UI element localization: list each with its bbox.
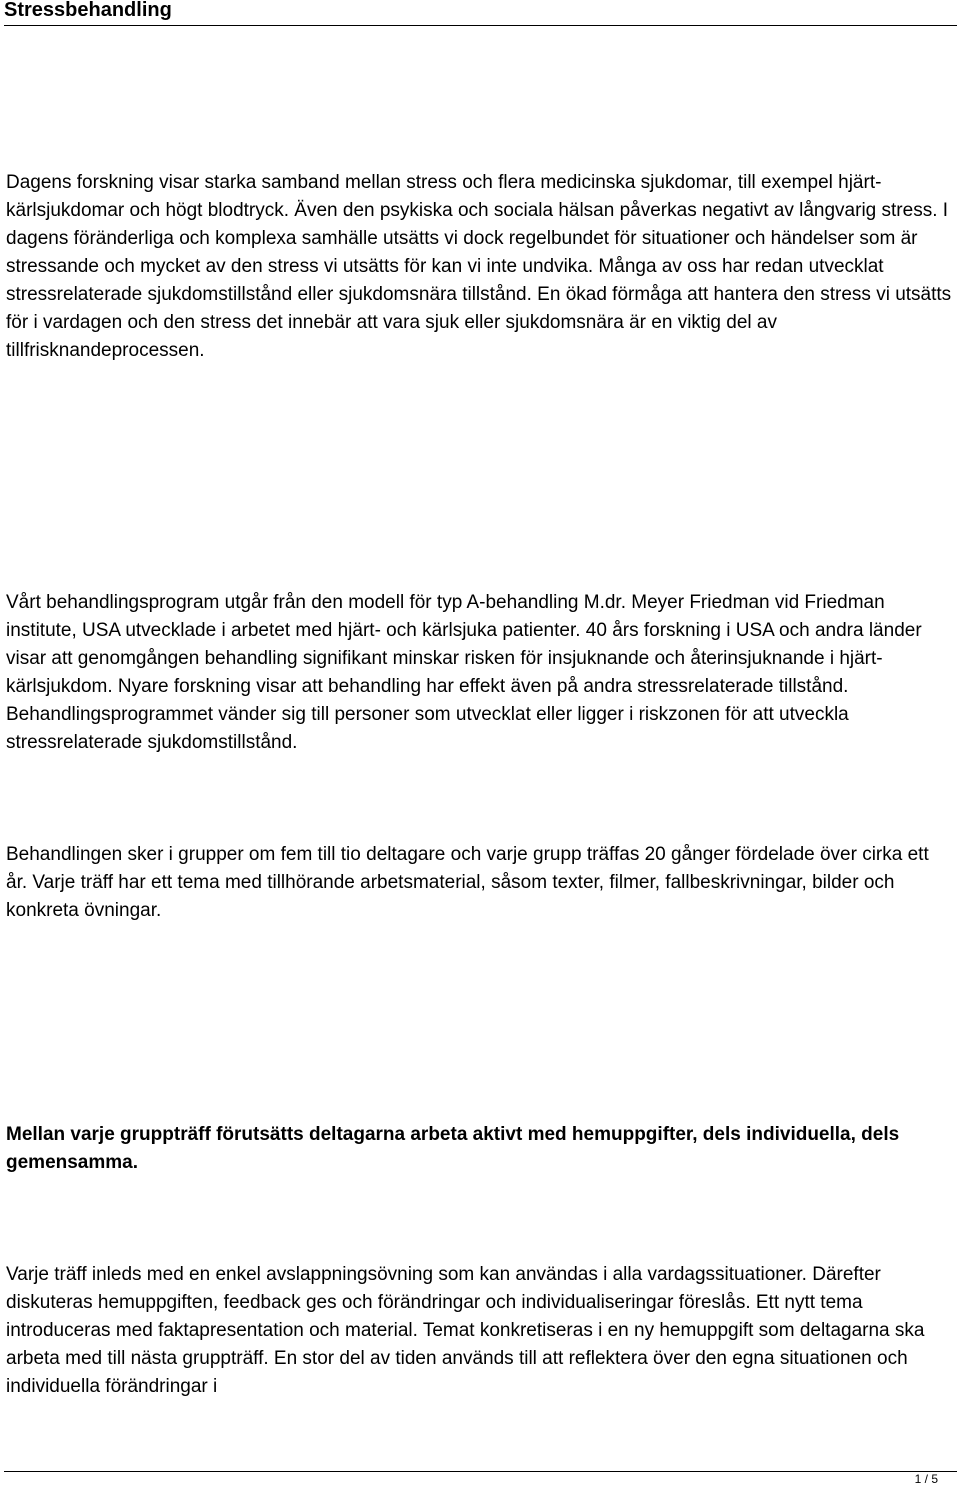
paragraph-session-structure: Varje träff inleds med en enkel avslappningsövning som kan användas i alla vardagssituationer. Därefter diskuteras hemuppgiften, feedback ges och förändringar och individualiseringar föreslås. Ett nytt tema introduceras med faktapresentation och material. Temat konkretiseras i en ny hemuppgift som deltagarna ska arbeta med till nästa gruppträff. En stor del av tiden används till att reflektera över den egna situationen och individuella förändringar i bbox=[6, 1264, 925, 1397]
paragraph-homework: Mellan varje gruppträff förutsätts deltagarna arbeta aktivt med hemuppgifter, dels individuella, dels gemensamma. bbox=[6, 1124, 900, 1173]
document-title: Stressbehandling bbox=[4, 0, 172, 21]
paragraph-stress-research: Dagens forskning visar starka samband mellan stress och flera medicinska sjukdomar, till exempel hjärt- kärlsjukdomar och högt blodtryck. Även den psykiska och sociala hälsan påverkas negativt av långvarig stress. I dagens föränderliga och komplexa samhälle utsätts vi dock regelbundet för situationer och händelser som är stressande och mycket av den stress vi utsätts för kan vi inte undvika. Många av oss har redan utvecklat stressrelaterade sjukdomstillstånd eller sjukdomsnära tillstånd. En ökad förmåga att hantera den stress vi utsätts för i vardagen och den stress det innebär att vara sjuk eller sjukdomsnära är en viktig del av tillfrisknandeprocessen. bbox=[6, 172, 952, 361]
footer-divider bbox=[4, 1471, 957, 1472]
title-divider bbox=[4, 25, 957, 26]
paragraph-treatment-program: Vårt behandlingsprogram utgår från den modell för typ A-behandling M.dr. Meyer Friedman vid Friedman institute, USA utvecklade i arbetet med hjärt- och kärlsjuka patienter. 40 års forskning i USA och andra länder visar att genomgången behandling signifikant minskar risken för insjuknande och återinsjuknande i hjärt- kärlsjukdom. Nyare forskning visar att behandling har effekt även på andra stressrelaterade tillstånd. Behandlingsprogrammet vänder sig till personer som utvecklat eller ligger i riskzonen för att utveckla stressrelaterade sjukdomstillstånd. bbox=[6, 592, 922, 753]
page-number: 1 / 5 bbox=[914, 1472, 938, 1486]
paragraph-group-format: Behandlingen sker i grupper om fem till tio deltagare och varje grupp träffas 20 gånger fördelade över cirka ett år. Varje träff har ett tema med tillhörande arbetsmaterial, såsom texter, filmer, fallbeskrivningar, bilder och konkreta övningar. bbox=[6, 844, 929, 921]
